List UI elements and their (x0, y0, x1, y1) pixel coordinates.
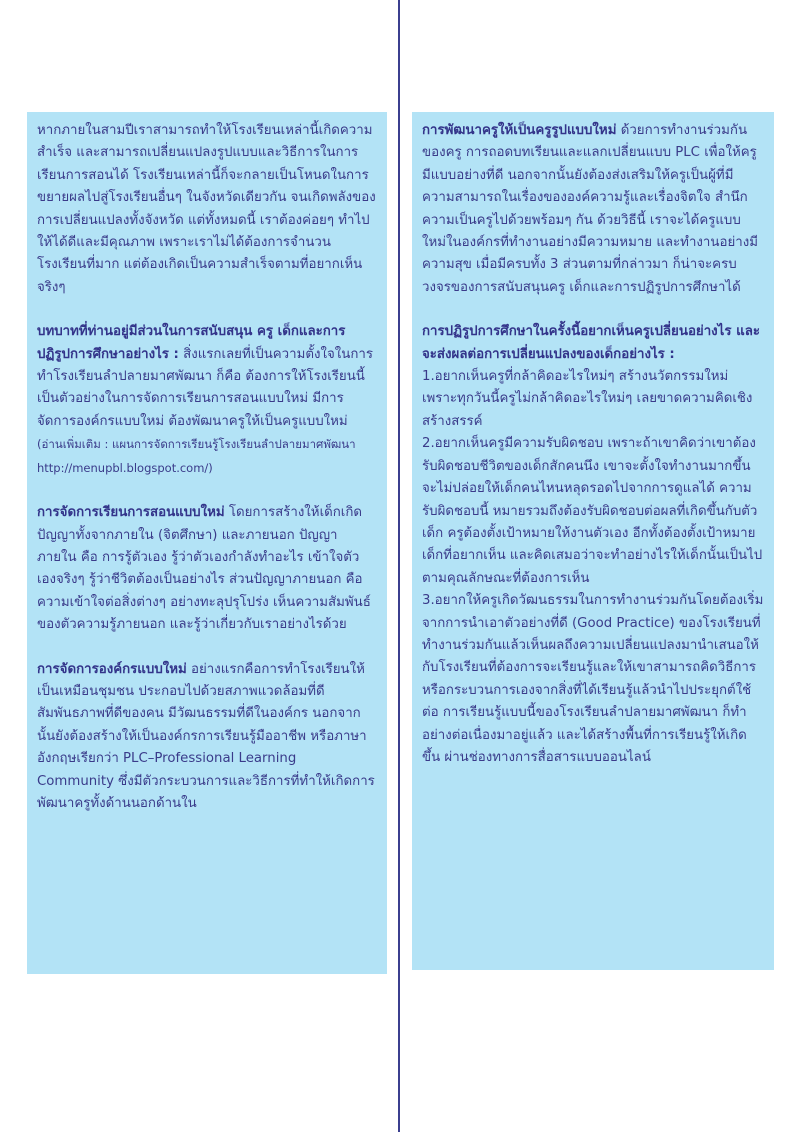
role-heading: บทบาทที่ท่านอยู่มีส่วนในการสนับสนุน ครู เด็กและการปฏิรูปการศึกษาอย่างไร : (37, 324, 346, 362)
reform-heading-paragraph (422, 321, 764, 366)
new-organization-heading: การจัดการองค์กรแบบใหม่ (37, 661, 187, 677)
right-column-box (412, 112, 774, 970)
reform-item-2: 2.อยากเห็นครูมีความรับผิดชอบ เพราะถ้าเขาคิดว่าเขาต้องรับผิดชอบชีวิตของเด็กสักคนนึง เขาจะตั้งใจทำงานมากขึ้นจะไม่ปล่อยให้เด็กคนไหนหลุดรอดไปจากการดูแลได้ ความรับผิดชอบนี้ หมายรวมถึงต้องรับผิดชอบต่อผลที่เกิดขึ้นกับตัวเด็ก ครูต้องตั้งเป้าหมายให้งานตัวเอง อีกทั้งต้องตั้งเป้าหมายเด็กที่อยากเห็น และคิดเสมอว่าจะทำอย่างไรให้เด็กนั้นเป็นไปตามคุณลักษณะที่ต้องการเห็น (422, 436, 763, 586)
teacher-development-body: ด้วยการทำงานร่วมกันของครู การถอดบทเรียนและแลกเปลี่ยนแบบ PLC เพื่อให้ครูมีแบบอย่างที่ดี นอกจากนั้นยังต้องส่งเสริมให้ครูเป็นผู้ที่มีความสามารถในเรื่องขององค์ความรู้และเรื่องจิตใจ สำนึก ความเป็นครูไปด้วยพร้อมๆ กัน ด้วยวิธีนี้ เราจะได้ครูแบบใหม่ในองค์กรที่ทำงานอย่างมีความหมาย และทำงานอย่างมีความสุข เมื่อมีครบทั้ง 3 ส่วนตามที่กล่าวมา ก็น่าจะครบวงจรของการสนับสนุนครู เด็กและการปฏิรูปการศึกษาได้ (422, 123, 758, 295)
column-divider (398, 0, 400, 1132)
teacher-development-heading: การพัฒนาครูให้เป็นครูรูปแบบใหม่ (422, 123, 617, 138)
new-teaching-heading: การจัดการเรียนการสอนแบบใหม่ (37, 505, 225, 521)
reform-item-1: 1.อยากเห็นครูที่กล้าคิดอะไรใหม่ๆ สร้างนวัตกรรมใหม่ เพราะทุกวันนี้ครูไม่กล้าคิดอะไรใหม่ๆ เลยขาดความคิดเชิงสร้างสรรค์ (422, 369, 753, 429)
role-body: สิ่งแรกเลยที่เป็นความตั้งใจในการทำโรงเรียนลำปลายมาศพัฒนา ก็คือ ต้องการให้โรงเรียนนี้เป็นตัวอย่างในการจัดการเรียนการสอนแบบใหม่ มีการจัดการองค์กรแบบใหม่ ต้องพัฒนาครูให้เป็นครูแบบใหม่ (37, 346, 374, 429)
teacher-development-paragraph (422, 120, 764, 299)
further-reading-link[interactable]: (อ่านเพิ่มเติม : แผนการจัดการเรียนรู้โรงเรียนลำปลายมาศพัฒนา http://menupbl.blogspot.com/) (37, 437, 356, 475)
reform-item-3: 3.อยากให้ครูเกิดวัฒนธรรมในการทำงานร่วมกันโดยต้องเริ่มจากการนำเอาตัวอย่างที่ดี (Good Practice) ของโรงเรียนที่ทำงานร่วมกันแล้วเห็นผลถึงความเปลี่ยนแปลงมานำเสนอให้กับโรงเรียนที่ต้องการจะเรียนรู้และให้เขาสามารถคิดวิธีการหรือกระบวนการเองจากสิ่งที่ได้เรียนรู้แล้วนำไปประยุกต์ใช้ต่อ การเรียนรู้แบบนี้ของโรงเรียนลำปลายมาศพัฒนา ก็ทำอย่างต่อเนื่องมาอยู่แล้ว และได้สร้างพื้นที่การเรียนรู้ให้เกิดขึ้น ผ่านช่องทางการสื่อสารแบบออนไลน์ (422, 593, 764, 765)
new-organization-paragraph (37, 659, 377, 816)
intro-paragraph: หากภายในสามปีเราสามารถทำให้โรงเรียนเหล่านี้เกิดความสำเร็จ และสามารถเปลี่ยนแปลงรูปแบบและวิธีการในการเรียนการสอนได้ โรงเรียนเหล่านี้ก็จะกลายเป็นโหนดในการขยายผลไปสู่โรงเรียนอื่นๆ ในจังหวัดเดียวกัน จนเกิดพลังของการเปลี่ยนแปลงทั้งจังหวัด แต่ทั้งหมดนี้ เราต้องค่อยๆ ทำไปให้ได้ดีและมีคุณภาพ เพราะเราไม่ได้ต้องการจำนวนโรงเรียนที่มาก แต่ต้องเกิดเป็นความสำเร็จตามที่อยากเห็นจริงๆ (37, 123, 376, 295)
new-teaching-body: โดยการสร้างให้เด็กเกิดปัญญาทั้งจากภายใน (จิตศึกษา) และภายนอก ปัญญาภายใน คือ การรู้ตัวเอง รู้ว่าตัวเองกำลังทำอะไร เข้าใจตัวเองจริงๆ รู้ว่าชีวิตต้องเป็นอย่างไร ส่วนปัญญาภายนอก คือ ความเข้าใจต่อสิ่งต่างๆ อย่างทะลุปรุโปร่ง เห็นความสัมพันธ์ของตัวความรู้ภายนอก และรู้ว่าเกี่ยวกับเราอย่างไรด้วย (37, 505, 371, 633)
new-teaching-paragraph (37, 502, 377, 636)
new-organization-body: อย่างแรกคือการทำโรงเรียนให้เป็นเหมือนชุมชน ประกอบไปด้วยสภาพแวดล้อมที่ดี สัมพันธภาพที่ดีของคน มีวัฒนธรรมที่ดีในองค์กร นอกจากนั้นยังต้องสร้างให้เป็นองค์กรการเรียนรู้มืออาชีพ หรือภาษาอังกฤษเรียกว่า PLC–Professional Learning Community ซึ่งมีตัวกระบวนการและวิธีการที่ทำให้เกิดการพัฒนาครูทั้งด้านนอกด้านใน (37, 661, 375, 811)
role-paragraph (37, 321, 377, 480)
left-column-box (27, 112, 387, 974)
reform-heading: การปฏิรูปการศึกษาในครั้งนี้อยากเห็นครูเปลี่ยนอย่างไร และ จะส่งผลต่อการเปลี่ยนแปลงของเด็กอย่างไร : (422, 324, 760, 362)
